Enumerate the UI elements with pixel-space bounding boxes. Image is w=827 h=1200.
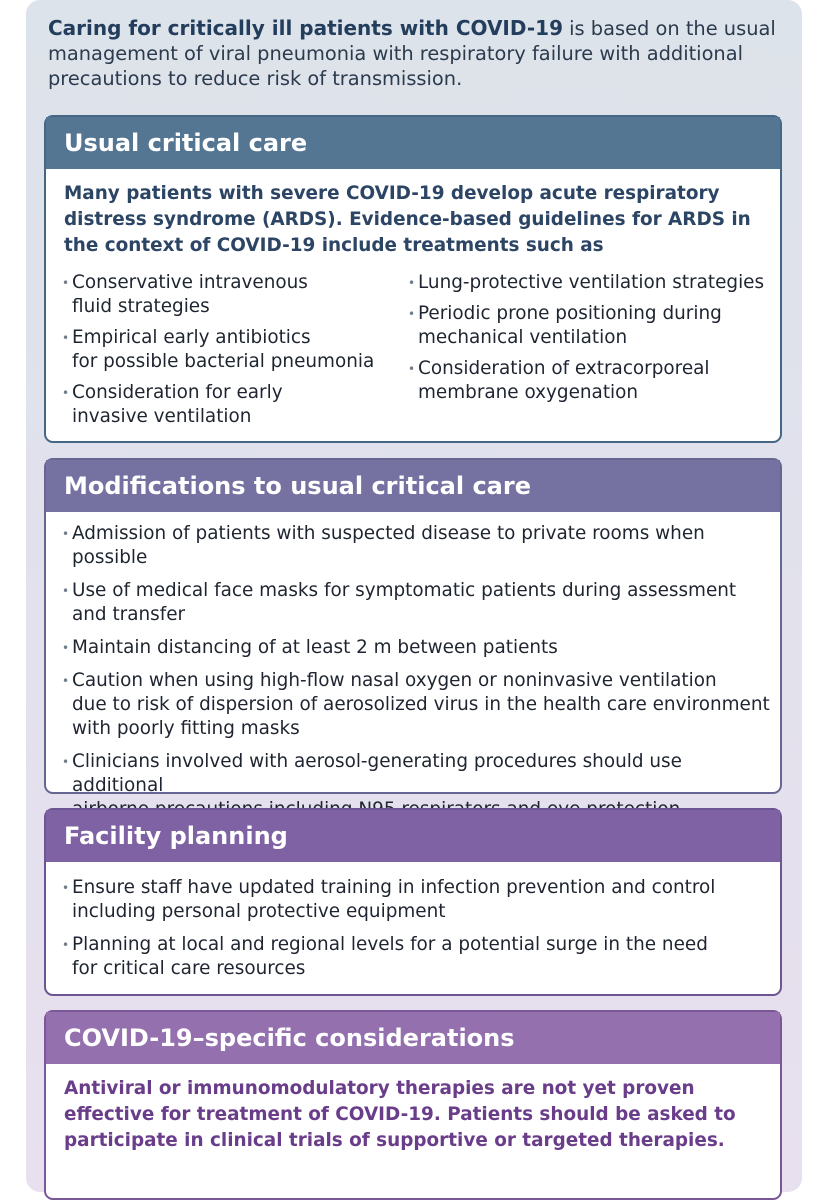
list-item: • Consideration for early invasive ventilation (46, 381, 406, 429)
list-item: • Lung-protective ventilation strategies (392, 271, 782, 295)
list-item: • Admission of patients with suspected disease to private rooms when possible (46, 522, 776, 570)
covid-specific-title: COVID-19–specific considerations (46, 1012, 780, 1064)
list-item: • Maintain distancing of at least 2 m between patients (46, 636, 776, 660)
covid-specific-box (44, 1010, 782, 1200)
usual-critical-care-right-list (392, 271, 782, 412)
usual-critical-care-left-list (46, 271, 406, 436)
list-item: • Clinicians involved with aerosol-generating procedures should use additional (46, 750, 776, 822)
list-item: • Empirical early antibiotics for possible bacterial pneumonia (46, 326, 406, 374)
list-item: • Conservative intravenous fluid strategies (46, 271, 406, 319)
list-item: • Periodic prone positioning during mechanical ventilation (392, 302, 782, 350)
intro-text (48, 16, 788, 91)
intro-rest: is based on the usual management of viral pneumonia with respiratory failure with additional precautions to reduce risk of transmission. (48, 17, 776, 90)
modifications-list (46, 522, 776, 831)
facility-planning-box (44, 808, 782, 996)
list-item: • Consideration of extracorporeal membrane oxygenation (392, 357, 782, 405)
modifications-title: Modifications to usual critical care (46, 460, 780, 512)
facility-planning-title: Facility planning (46, 810, 780, 862)
modifications-box (44, 458, 782, 794)
list-item: • Caution when using high-flow nasal oxygen or noninvasive ventilation due to risk of dispersion of aerosolized virus in the health care environment with poorly fitting masks (46, 669, 776, 741)
list-item: • Ensure staff have updated training in infection prevention and control including personal protective equipment (46, 876, 776, 924)
intro-bold: Caring for critically ill patients with COVID-19 (48, 16, 563, 40)
list-item: • Planning at local and regional levels for a potential surge in the need for critical care resources (46, 933, 776, 981)
covid-specific-lead: Antiviral or immunomodulatory therapies are not yet proven effective for treatment of COVID-19. Patients should be asked to participate in clinical trials of supportive or targeted therapies. (64, 1078, 736, 1151)
usual-critical-care-box (44, 115, 782, 443)
facility-planning-list (46, 876, 776, 990)
usual-critical-care-lead: Many patients with severe COVID-19 develop acute respiratory distress syndrome (ARDS). Evidence-based guidelines for ARDS in the context of COVID-19 include treatments such as (64, 183, 751, 256)
usual-critical-care-title: Usual critical care (46, 117, 780, 169)
list-item: • Use of medical face masks for symptomatic patients during assessment and transfer (46, 579, 776, 627)
